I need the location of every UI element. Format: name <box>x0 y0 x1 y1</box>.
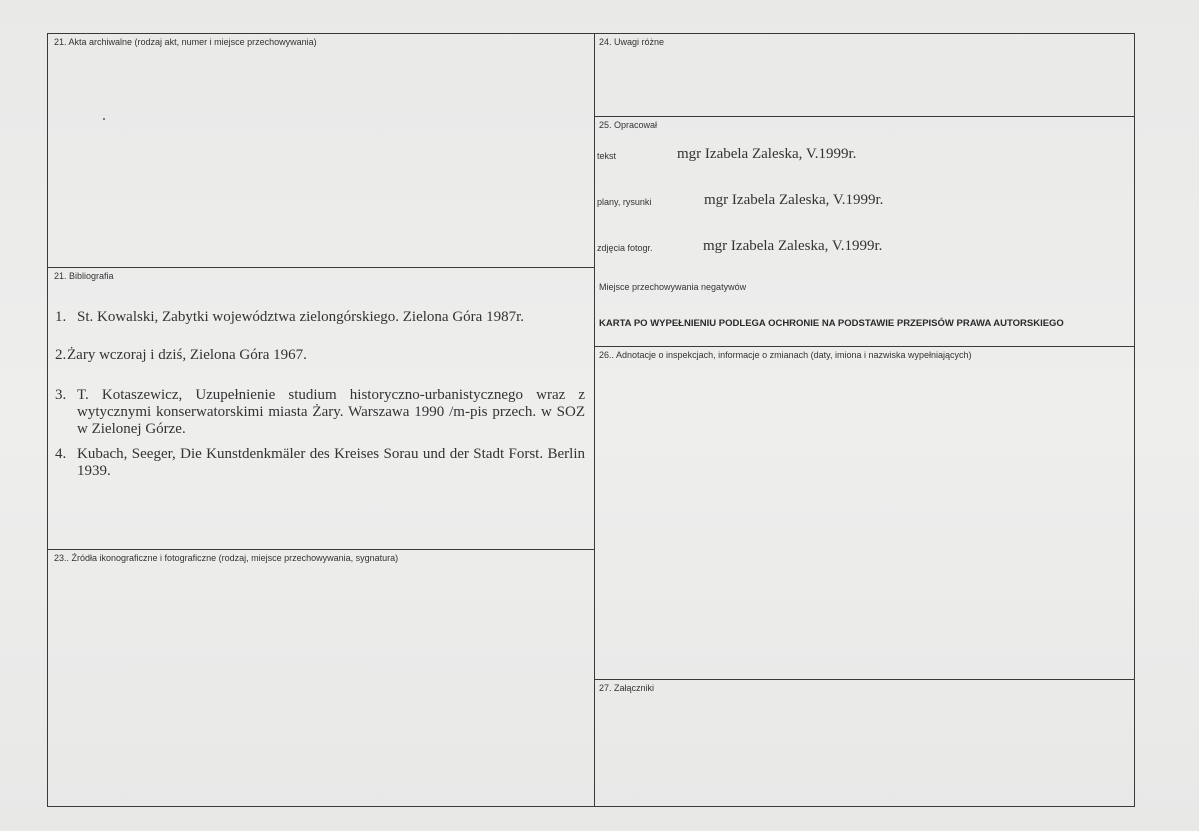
box-zrodla-ikonograficzne <box>47 549 595 807</box>
zrodla-ikonograficzne-label: 23.. Źródła ikonograficzne i fotograficzne (rodzaj, miejsce przechowywania, sygnatura) <box>54 553 399 563</box>
box-adnotacje <box>594 346 1135 680</box>
opracowal-row-zdjecia <box>597 235 1117 255</box>
adnotacje-label: 26.. Adnotacje o inspekcjach, informacje o zmianach (daty, imiona i nazwiska wypełniających) <box>599 350 972 360</box>
akta-archiwalne-label: 21. Akta archiwalne (rodzaj akt, numer i miejsce przechowywania) <box>54 37 317 47</box>
box-uwagi-rozne <box>594 33 1135 117</box>
bibliography-item-number: 4. <box>55 446 67 462</box>
box-zalaczniki <box>594 679 1135 807</box>
negatives-location-label: Miejsce przechowywania negatywów <box>599 282 747 292</box>
opracowal-row-tekst <box>597 143 1117 163</box>
author-value: mgr Izabela Zaleska, V.1999r. <box>704 192 884 208</box>
zalaczniki-label: 27. Załączniki <box>599 683 655 693</box>
opracowal-label: 25. Opracował <box>599 120 658 130</box>
bibliografia-label: 21. Bibliografia <box>54 271 114 281</box>
role-label: tekst <box>597 151 617 161</box>
copyright-notice: KARTA PO WYPEŁNIENIU PODLEGA OCHRONIE NA PODSTAWIE PRZEPISÓW PRAWA AUTORSKIEGO <box>599 318 1064 329</box>
bibliography-item-number: 3. <box>55 387 67 403</box>
role-label: plany, rysunki <box>597 197 652 207</box>
opracowal-row-plany <box>597 189 1117 209</box>
author-value: mgr Izabela Zaleska, V.1999r. <box>703 238 883 254</box>
bibliography-item-number: 1. <box>55 309 67 325</box>
bibliography-item-text: T. Kotaszewicz, Uzupełnienie studium historyczno-urbanistycznego wraz z wytycznymi konserwatorskimi miasta Żary. Warszawa 1990 /m-pis przech. w SOZ w Zielonej Górze. <box>77 387 585 437</box>
stray-mark <box>103 118 105 120</box>
bibliography-item-text: Kubach, Seeger, Die Kunstdenkmäler des Kreises Sorau und der Stadt Forst. Berlin 1939. <box>77 446 585 479</box>
bibliography-item-text: St. Kowalski, Zabytki województwa zielongórskiego. Zielona Góra 1987r. <box>77 309 524 325</box>
uwagi-rozne-label: 24. Uwagi różne <box>599 37 665 47</box>
author-value: mgr Izabela Zaleska, V.1999r. <box>677 146 857 162</box>
box-akta-archiwalne <box>47 33 595 268</box>
role-label: zdjęcia fotogr. <box>597 243 653 253</box>
bibliography-item-number: 2. <box>55 347 67 363</box>
bibliography-item-text: Żary wczoraj i dziś, Zielona Góra 1967. <box>67 347 307 363</box>
